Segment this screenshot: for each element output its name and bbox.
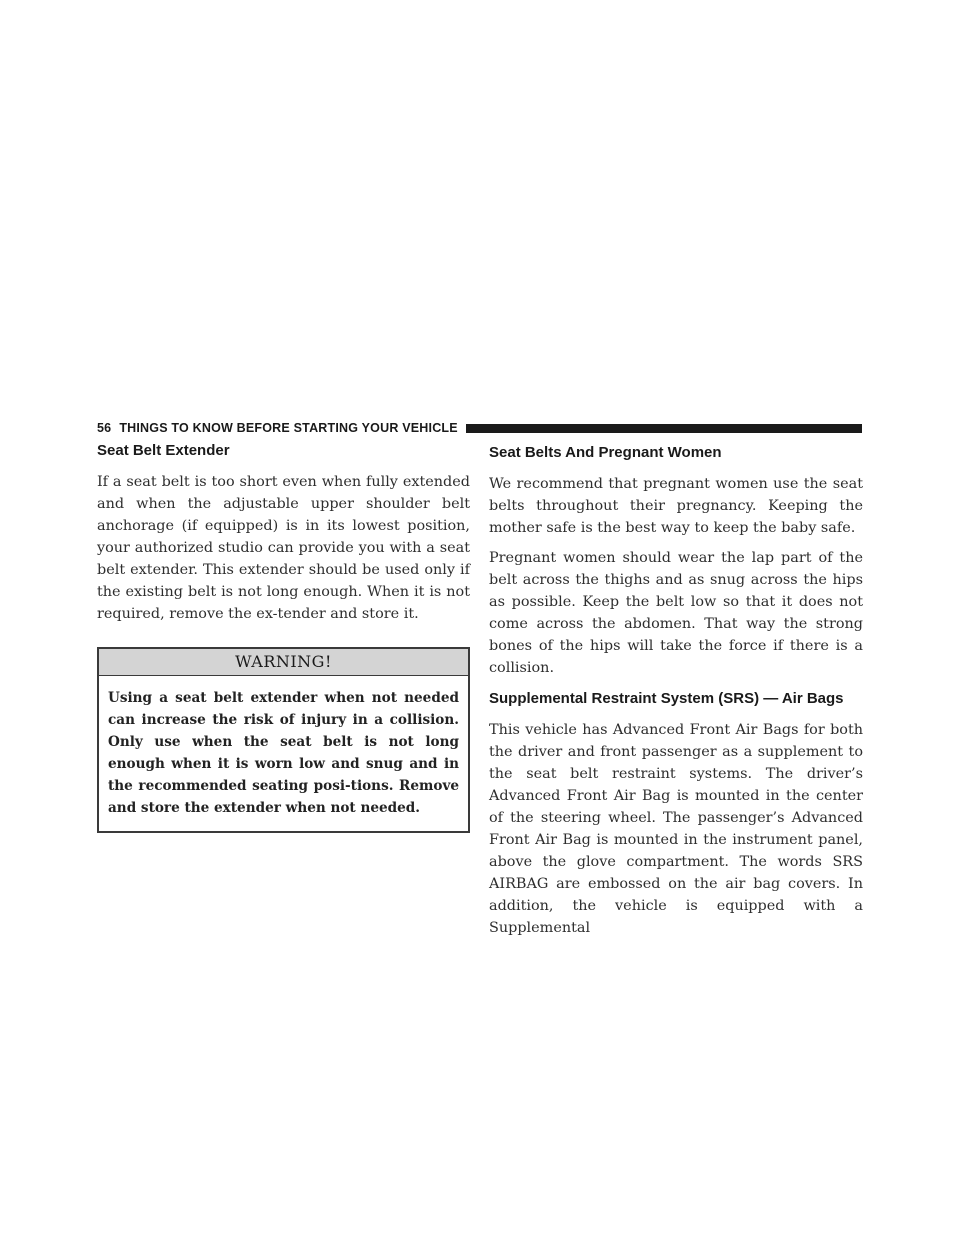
heading-seat-belt-extender: Seat Belt Extender [97,442,230,459]
running-header [97,418,862,438]
paragraph-pregnant-1: We recommend that pregnant women use the seat belts throughout their pregnancy. Keeping the mother safe is the best way to keep the baby safe. [489,476,863,536]
paragraph-extender: If a seat belt is too short even when fully extended and when the adjustable upper shoulder belt anchorage (if equipped) is in its lowest position, your authorized studio can provide you with a seat belt extender. This extender should be used only if the existing belt is not long enough. When it is not required, remove the ex-tender and store it. [97,474,470,622]
left-column [97,441,470,833]
heading-pregnant-women: Seat Belts And Pregnant Women [489,444,722,461]
warning-text: Using a seat belt extender when not needed can increase the risk of injury in a collision. Only use when the seat belt is not long enough when it is worn low and snug and in the recommended seating posi-tions. Remove and store the extender when not needed. [108,690,459,816]
warning-box [97,647,470,833]
right-column [489,441,863,939]
header-rule [466,424,862,433]
paragraph-pregnant-2: Pregnant women should wear the lap part of the belt across the thighs and as snug across the hips as possible. Keep the belt low so that it does not come across the abdomen. That way the strong bones of the hips will take the force if there is a collision. [489,550,863,676]
heading-srs-air-bags: Supplemental Restraint System (SRS) — Air Bags [489,690,844,707]
section-title: THINGS TO KNOW BEFORE STARTING YOUR VEHICLE [119,421,458,435]
paragraph-srs: This vehicle has Advanced Front Air Bags for both the driver and front passenger as a supplement to the seat belt restraint systems. The driver’s Advanced Front Air Bag is mounted in the center of the steering wheel. The passenger’s Advanced Front Air Bag is mounted in the instrument panel, above the glove compartment. The words SRS AIRBAG are embossed on the air bag covers. In addition, the vehicle is equipped with a Supplemental [489,722,863,936]
warning-title: WARNING! [99,649,468,676]
page-number: 56 [97,421,112,435]
